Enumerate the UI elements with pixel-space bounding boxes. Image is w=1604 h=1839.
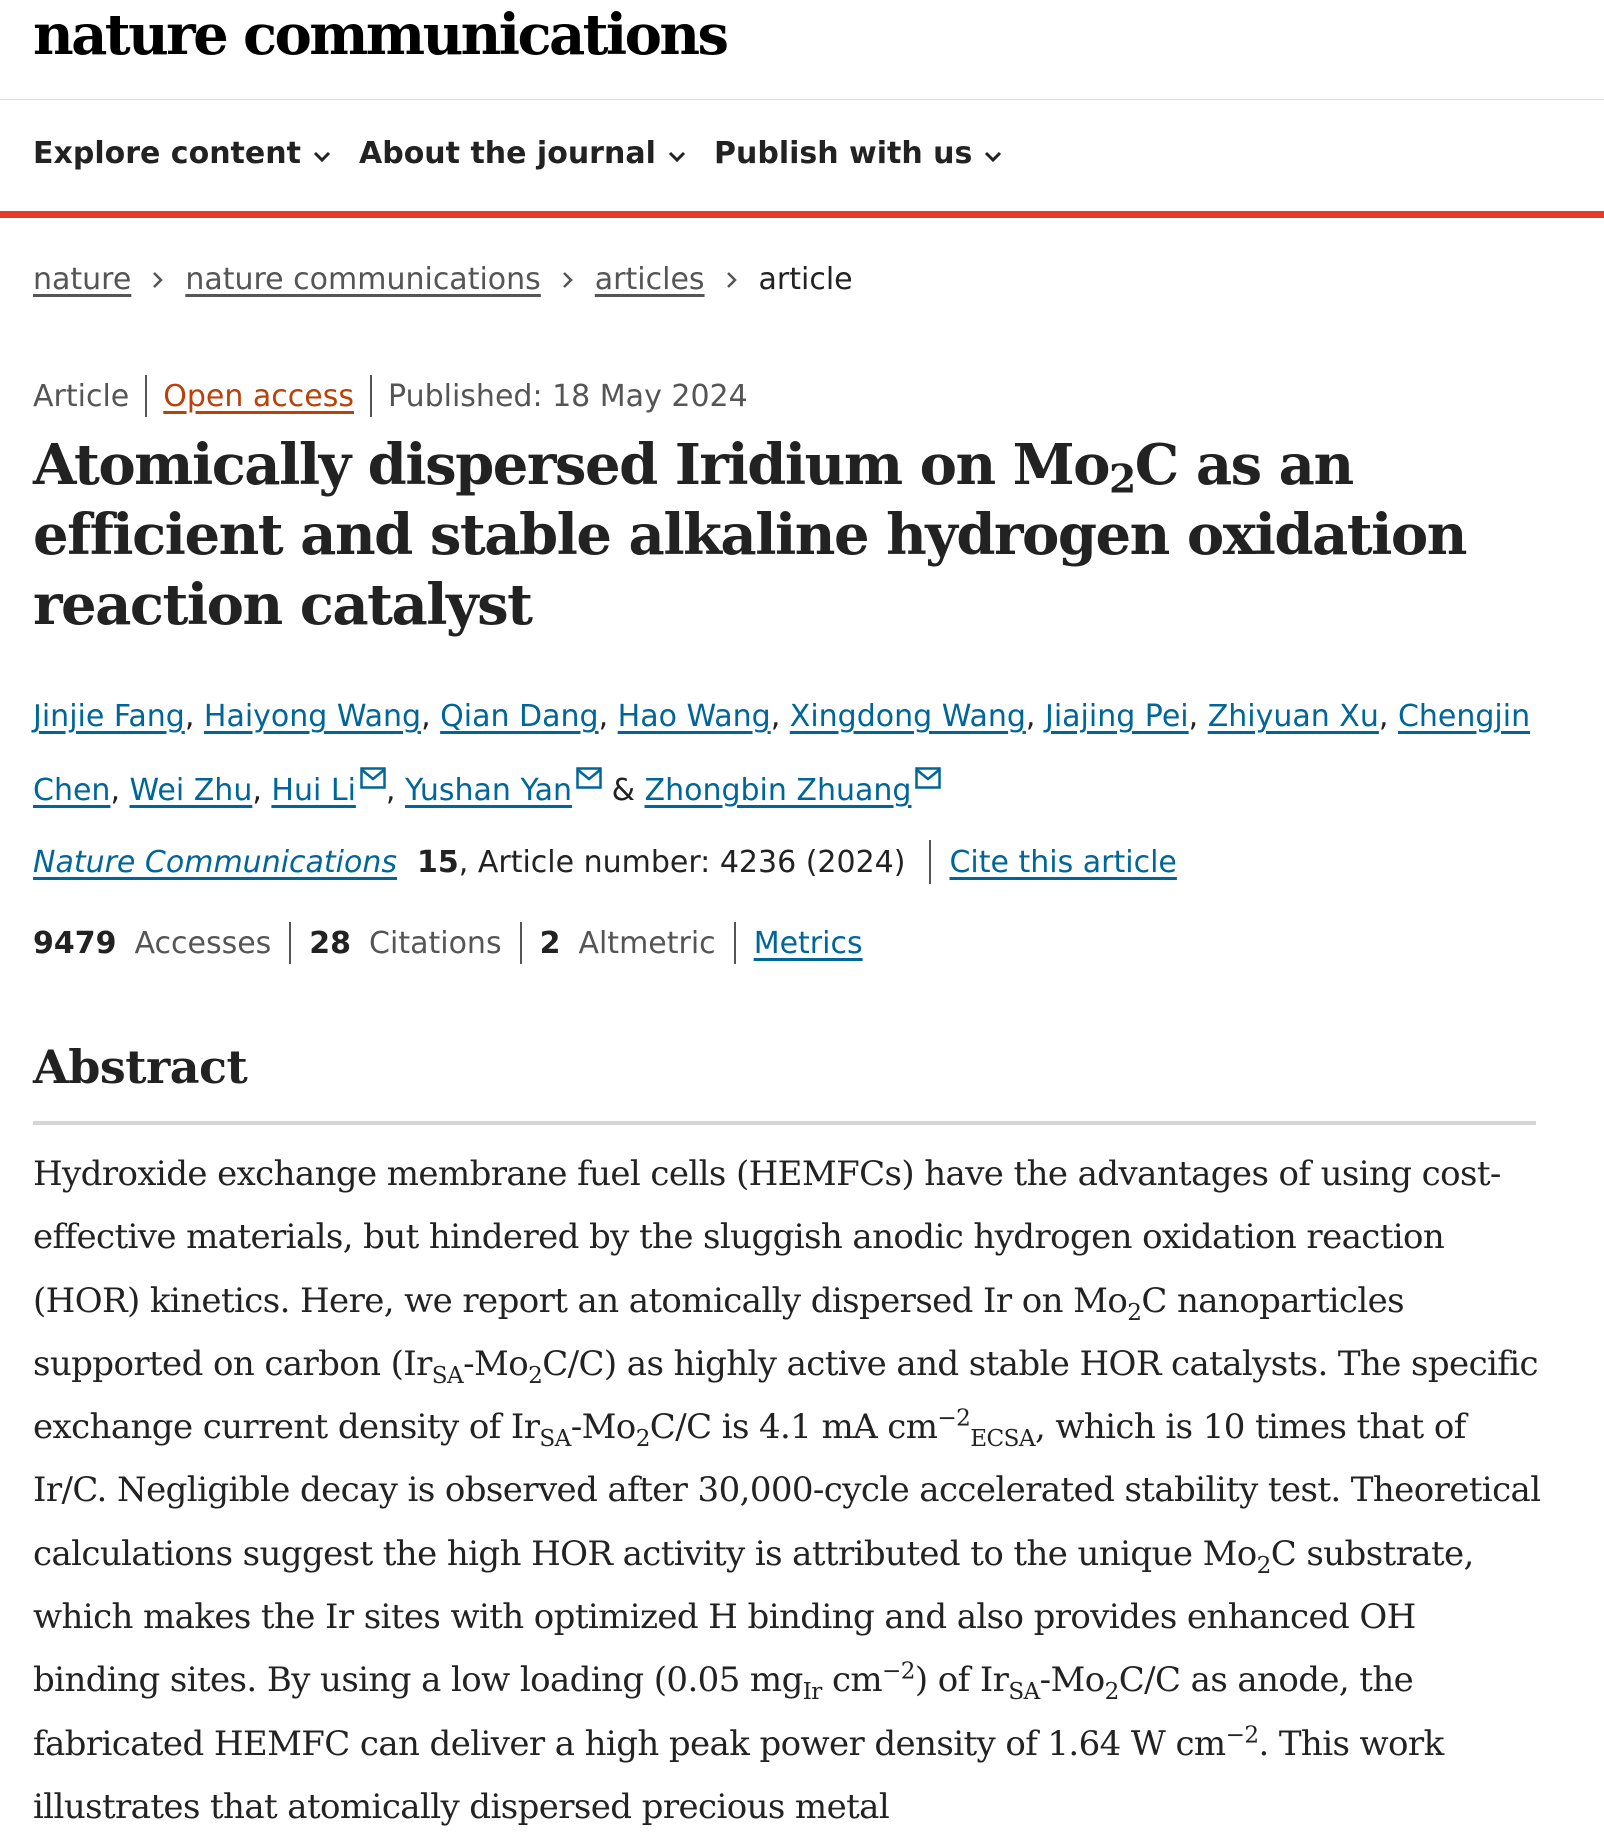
nav-publish-with-us[interactable] (714, 136, 1002, 171)
abstract-segment: −2 (1225, 1722, 1259, 1749)
altmetric-label: Altmetric (578, 925, 716, 961)
author-link[interactable]: Zhongbin Zhuang (644, 773, 912, 808)
article-number: , Article number: 4236 (2024) (458, 844, 906, 880)
chevron-down-icon (313, 136, 331, 171)
chevron-right-icon (726, 262, 738, 297)
author-separator: , (1025, 699, 1045, 734)
breadcrumb (33, 262, 853, 297)
author-separator: , (184, 699, 204, 734)
citations-label: Citations (369, 925, 502, 961)
abstract-segment: , which is 10 times that of Ir/C. Negligible decay is observed after 30,000-cycle accelerated stability test. Theoretical calculations suggest the high HOR activity is attributed to the unique Mo (33, 1407, 1541, 1574)
abstract-segment: C substrate, which makes the Ir sites with optimized H binding and also provides enhanced OH binding sites. By using a low loading (0.05 mg (33, 1533, 1474, 1701)
abstract-segment: 2 (1104, 1679, 1119, 1706)
abstract-segment: C nanoparticles supported on carbon (Ir (33, 1280, 1404, 1384)
chevron-right-icon (152, 262, 164, 297)
author-link[interactable]: Qian Dang (440, 699, 599, 734)
breadcrumb-link-nature[interactable]: nature (33, 262, 132, 297)
article-title: Atomically dispersed Iridium on $Mo_2C$ as an efficient and stable alkaline hydrogen oxidation reaction catalyst (33, 432, 1466, 638)
accesses-label: Accesses (134, 925, 272, 961)
author-link[interactable]: Wei Zhu (129, 773, 253, 808)
author-link[interactable]: Jinjie Fang (33, 699, 185, 734)
author-separator: , (1188, 699, 1208, 734)
nav-explore-content[interactable] (33, 136, 331, 171)
author-link[interactable]: Zhiyuan Xu (1207, 699, 1379, 734)
abstract-segment: SA (1008, 1679, 1040, 1706)
author-separator: & (602, 773, 645, 808)
abstract-segment: cm (821, 1660, 883, 1701)
chevron-down-icon (984, 136, 1002, 171)
altmetric-count: 2 (539, 925, 561, 961)
accesses-count: 9479 (33, 925, 117, 961)
chevron-down-icon (668, 136, 686, 171)
cite-this-article-link[interactable]: Cite this article (949, 844, 1177, 880)
citation-line (33, 840, 1177, 884)
breadcrumb-link-articles[interactable]: articles (594, 262, 705, 297)
article-meta (33, 375, 748, 417)
chevron-right-icon (562, 262, 574, 297)
abstract-segment: -Mo (463, 1343, 529, 1384)
email-icon[interactable] (915, 748, 941, 811)
author-separator: , (770, 699, 790, 734)
abstract-segment: SA (431, 1362, 464, 1389)
author-link[interactable]: Xingdong Wang (789, 699, 1026, 734)
abstract-segment: −2 (937, 1405, 971, 1432)
published-date: Published: 18 May 2024 (388, 378, 748, 414)
breadcrumb-link-nature-communications[interactable]: nature communications (185, 262, 541, 297)
author-separator: , (598, 699, 618, 734)
volume-number: 15 (417, 844, 459, 880)
author-link[interactable]: Haiyong Wang (203, 699, 422, 734)
abstract-segment: C/C is 4.1 mA cm (649, 1407, 938, 1448)
author-link[interactable]: Yushan Yan (404, 773, 573, 808)
author-link[interactable]: Hui Li (271, 773, 356, 808)
abstract-segment: C/C as anode, the fabricated HEMFC can deliver a high peak power density of 1.64 W cm (33, 1660, 1414, 1764)
nav-about-the-journal[interactable] (359, 136, 686, 171)
email-icon[interactable] (576, 748, 602, 811)
abstract-segment: SA (539, 1425, 571, 1452)
divider (929, 840, 931, 884)
abstract-segment: . This work illustrates that atomically dispersed precious metal (33, 1723, 1444, 1827)
author-link[interactable]: Jiajing Pei (1044, 699, 1189, 734)
article-type: Article (33, 378, 130, 414)
abstract-divider (33, 1121, 1536, 1125)
abstract-segment: -Mo (570, 1407, 636, 1448)
divider (734, 922, 736, 964)
article-metrics (33, 922, 863, 964)
abstract-segment: 2 (1127, 1299, 1142, 1326)
abstract-segment: Ir (802, 1679, 822, 1706)
divider (289, 922, 291, 964)
author-link[interactable]: Hao Wang (617, 699, 771, 734)
abstract-text (33, 1143, 1543, 1839)
abstract-segment: ) of Ir (914, 1660, 1009, 1701)
email-icon[interactable] (360, 748, 386, 811)
nav-item-label: Explore content (33, 136, 301, 171)
divider (370, 375, 372, 417)
author-separator: , (421, 699, 441, 734)
abstract-segment: ECSA (970, 1425, 1035, 1452)
author-separator: , (110, 773, 130, 808)
abstract-segment: 2 (635, 1425, 650, 1452)
divider (520, 922, 522, 964)
site-logo[interactable]: nature communications (33, 2, 727, 68)
metrics-link[interactable]: Metrics (753, 925, 863, 961)
author-link[interactable]: Chengjin Chen (33, 699, 1531, 808)
author-separator: , (252, 773, 272, 808)
abstract-segment: Hydroxide exchange membrane fuel cells (HEMFCs) have the advantages of using cost-effective materials, but hindered by the sluggish anodic hydrogen oxidation reaction (HOR) kinetics. Here, we report an atomically dispersed Ir on Mo (33, 1154, 1501, 1321)
breadcrumb-current: article (758, 262, 853, 297)
site-header (0, 0, 1604, 100)
abstract-segment: −2 (882, 1659, 915, 1686)
divider (145, 375, 147, 417)
abstract-segment: 2 (528, 1362, 543, 1389)
nav-item-label: About the journal (359, 136, 656, 171)
author-list (33, 685, 1573, 822)
author-separator: , (385, 773, 405, 808)
nav-item-label: Publish with us (714, 136, 973, 171)
citations-count: 28 (309, 925, 352, 961)
journal-link[interactable]: Nature Communications (33, 844, 398, 880)
abstract-segment: 2 (1256, 1552, 1271, 1579)
main-nav (0, 100, 1604, 218)
abstract-heading: Abstract (33, 1040, 248, 1094)
author-separator: , (1378, 699, 1398, 734)
abstract-segment: C/C) as highly active and stable HOR catalysts. The specific exchange current density of Ir (33, 1343, 1538, 1448)
abstract-segment: -Mo (1039, 1660, 1105, 1701)
open-access-link[interactable]: Open access (163, 378, 355, 414)
